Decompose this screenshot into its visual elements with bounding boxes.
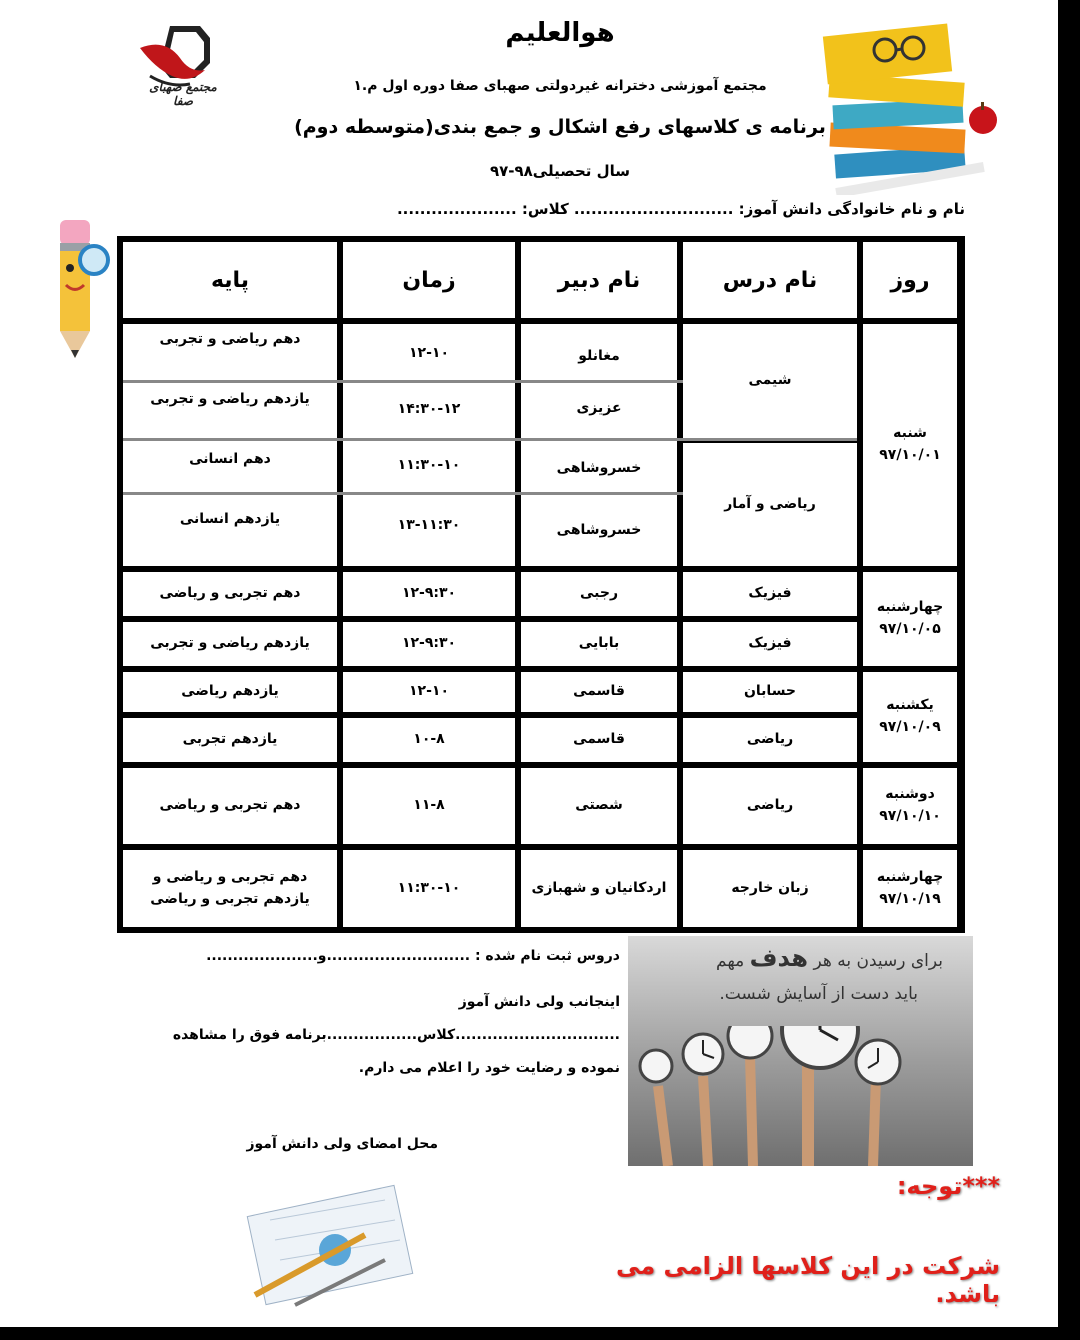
header-course: نام درس [683,242,857,318]
logo-text: مجتمع صهبای صفا [149,80,217,108]
teacher-cell: خسروشاهی [556,460,642,477]
grade-line: دهم تجربی و ریاضی و [152,868,308,885]
drafting-tools-illustration [235,1180,415,1315]
student-name-line: نام و نام خانوادگی دانش آموز: ............................ کلاس: ..................... [396,200,965,218]
poster-line-1c: مهم [716,951,750,971]
day-name: شنبه [893,425,927,442]
course-cell: ریاضی [683,718,857,762]
grade-cell: یازدهم تجربی [123,718,337,762]
time-cell: ۱۲-۹:۳۰ [343,572,515,616]
header-teacher: نام دبیر [521,242,677,318]
time-cell: ۱۱:۳۰-۱۰ [343,850,515,927]
grade-cell: دهم تجربی و ریاضی [123,768,337,844]
grade-value: یازدهم ریاضی و تجربی [150,391,310,408]
grade-cell: یازدهم ریاضی [123,672,337,712]
day-date: ۹۷/۱۰/۰۵ [879,621,941,637]
day-name: چهارشنبه [876,599,944,616]
grade-cell: یازدهم ریاضی و تجربی [123,622,337,666]
teacher-cell: بابایی [521,622,677,666]
day-date: ۹۷/۱۰/۱۰ [879,808,941,824]
day-date: ۹۷/۱۰/۰۹ [879,719,941,735]
academic-year: سال تحصیلی۹۸-۹۷ [489,162,631,180]
course-cell: ریاضی و آمار [683,443,857,566]
books-illustration [815,10,1005,195]
course-cell: زبان خارجه [683,850,857,927]
time-value: ۱۳-۱۱:۳۰ [397,517,461,534]
header-day: روز [863,242,957,318]
day-cell [863,672,957,762]
page-title: هوالعلیم [505,18,615,48]
teacher-cell: مغانلو [521,324,677,566]
registered-courses-line: دروس ثبت نام شده : ...........................و..................... [206,948,620,964]
grade-value: دهم ریاضی و تجربی [159,331,301,348]
pencil-mascot-illustration [38,210,118,360]
class-line: ...............................کلاس.................برنامه فوق را مشاهده [172,1027,620,1043]
time-cell: ۱۱-۸ [343,768,515,844]
course-cell: فیزیک [683,622,857,666]
time-cell: ۱۰-۸ [343,718,515,762]
motivational-poster [628,936,973,1166]
teacher-cell: عزیزی [576,400,622,417]
teacher-cell: رجبی [521,572,677,616]
grade-line: یازدهم تجربی و ریاضی [150,890,310,907]
grade-cell: دهم تجربی و ریاضی [123,572,337,616]
poster-line-2: باید دست از آسایش شست. [719,984,918,1004]
notice-label: ***توجه: [896,1172,1000,1200]
day-date: ۹۷/۱۰/۱۹ [879,890,941,907]
school-name: مجتمع آموزشی دخترانه غیردولتی صهبای صفا دوره اول م.۱ [353,78,767,94]
program-title: برنامه ی کلاسهای رفع اشکال و جمع بندی(متوسطه دوم) [294,116,826,138]
teacher-cell: شصتی [521,768,677,844]
day-name: چهارشنبه [876,868,944,885]
teacher-cell: خسروشاهی [556,522,642,539]
school-logo [130,18,230,113]
time-cell: ۱۲-۱۰ [343,672,515,712]
header-grade: پایه [123,242,337,318]
header-time: زمان [343,242,515,318]
course-cell: ریاضی [683,768,857,844]
day-cell [863,768,957,844]
time-value: ۱۴:۳۰-۱۲ [397,401,461,418]
day-cell [863,850,957,927]
day-name: یکشنبه [886,697,934,714]
clocks-illustration [628,1026,973,1166]
day-name: دوشنبه [885,786,935,803]
teacher-cell: اردکانیان و شهبازی [521,850,677,927]
teacher-cell: قاسمی [521,718,677,762]
signature-label: محل امضای ولی دانش آموز [246,1136,438,1152]
notice-text: شرکت در این کلاسها الزامی می باشد. [616,1252,1000,1308]
time-cell: ۱۲-۹:۳۰ [343,622,515,666]
poster-line-1 [716,944,943,972]
guardian-line: اینجانب ولی دانش آموز [458,994,620,1010]
course-cell: حسابان [683,672,857,712]
day-cell [863,572,957,666]
grade-value: دهم انسانی [189,451,271,468]
course-cell: شیمی [683,324,857,438]
grade-cell [123,850,337,927]
poster-line-1a: برای رسیدن به هر [808,951,943,971]
course-cell: فیزیک [683,572,857,616]
time-value: ۱۱:۳۰-۱۰ [397,457,461,474]
poster-keyword: هدف [749,944,809,972]
consent-line: نموده و رضایت خود را اعلام می دارم. [358,1060,620,1076]
day-cell [863,324,957,566]
row-separator [123,492,683,495]
day-date: ۹۷/۱۰/۰۱ [879,447,941,463]
teacher-cell: قاسمی [521,672,677,712]
time-value: ۱۲-۱۰ [409,345,449,362]
schedule-table [117,236,965,933]
grade-value: یازدهم انسانی [179,511,281,528]
row-separator [123,380,683,383]
row-separator [123,438,857,441]
